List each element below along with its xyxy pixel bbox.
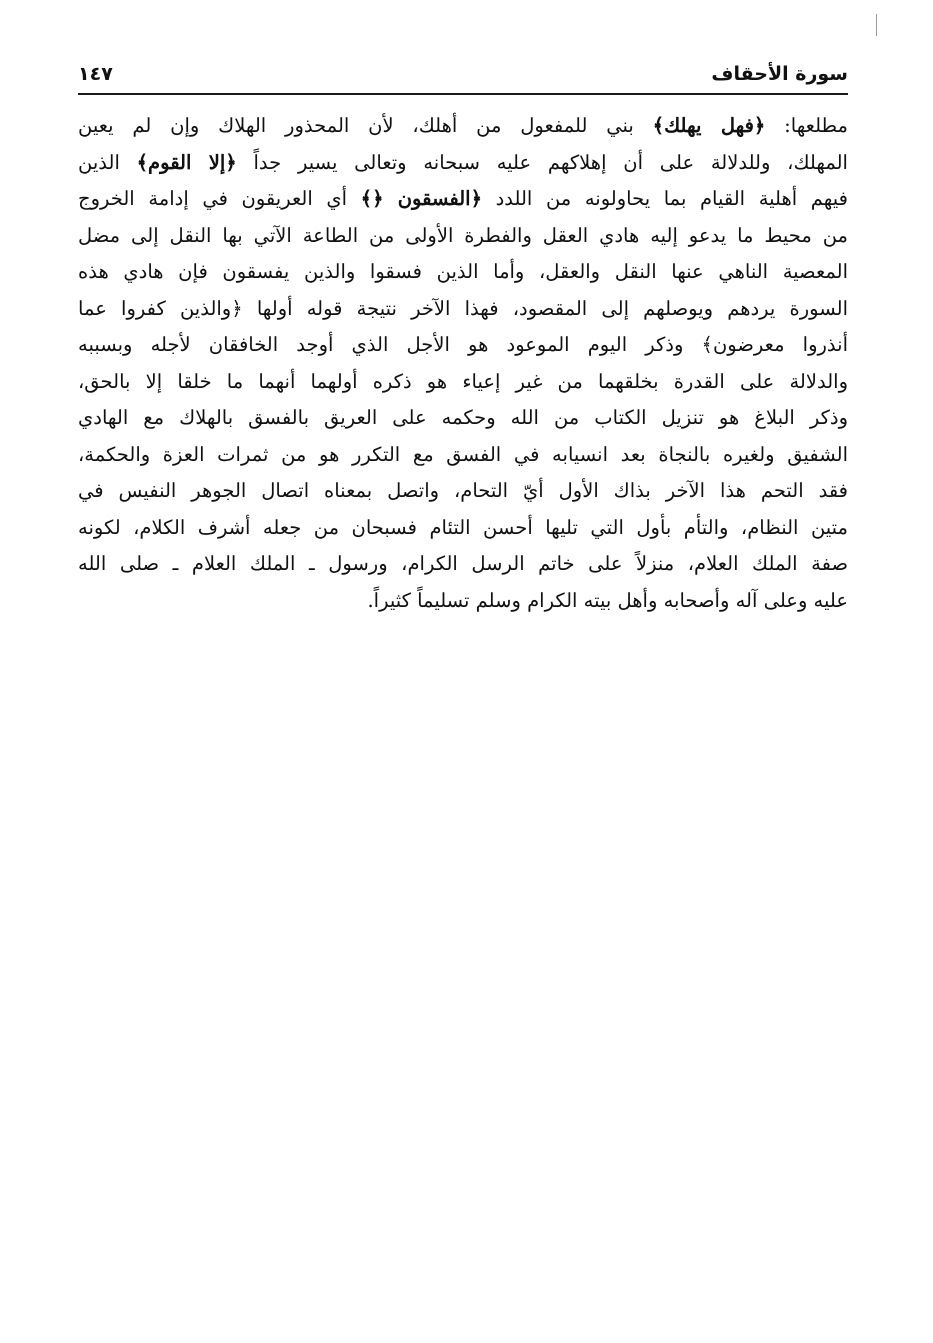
- quran-quote: ﴿الفسقون ﴿﴾: [360, 187, 482, 210]
- text-line: [78, 108, 848, 145]
- text-line: [78, 437, 848, 474]
- text-line: [78, 254, 848, 291]
- text-segment: من محيط ما يدعو إليه هادي العقل والفطرة الأولى من الطاعة الآتي بها النقل إلى مضل: [78, 223, 848, 247]
- surah-title: سورة الأحقاف: [711, 63, 848, 85]
- page-number: ١٤٧: [78, 63, 113, 85]
- text-line: [78, 546, 848, 583]
- text-line: [78, 473, 848, 510]
- text-segment: بني للمفعول من أهلك، لأن المحذور الهلاك وإن لم يعين: [78, 114, 653, 137]
- text-segment: المعصية الناهي عنها النقل والعقل، وأما الذين فسقوا والذين يفسقون فإن هادي هذه: [78, 260, 848, 283]
- text-segment: صفة الملك العلام، منزلاً على خاتم الرسل الكرام، ورسول ـ الملك العلام ـ صلى الله: [78, 552, 848, 575]
- quran-quote: ﴿إلا القوم﴾: [136, 150, 237, 174]
- text-line: [78, 291, 848, 328]
- text-line: [78, 583, 848, 620]
- text-segment: عليه وعلى آله وأصحابه وأهل بيته الكرام وسلم تسليماً كثيراً.: [367, 588, 848, 612]
- text-line: [78, 400, 848, 437]
- text-segment: السورة يردهم ويوصلهم إلى المقصود، فهذا الآخر نتيجة قوله أولها ﴿والذين كفروا عما: [78, 296, 848, 320]
- quran-quote: ﴿فهل يهلك﴾: [652, 114, 766, 137]
- text-segment: أي العريقون في إدامة الخروج: [78, 187, 361, 210]
- text-segment: المهلك، وللدلالة على أن إهلاكهم عليه سبحانه وتعالى يسير جداً: [236, 150, 848, 174]
- text-segment: متين النظام، والتأم بأول التي تليها أحسن التئام فسبحان من جعله أشرف الكلام، لكونه: [78, 515, 848, 539]
- text-line: [78, 327, 848, 364]
- text-segment: والدلالة على القدرة بخلقهما من غير إعياء هو ذكره أولهما أنهما ما خلقا إلا بالحق،: [78, 369, 848, 393]
- text-line: [78, 364, 848, 401]
- text-line: [78, 145, 848, 182]
- text-segment: الشفيق ولغيره بالنجاة بعد انسيابه في الفسق مع التكرر هو من ثمرات العزة والحكمة،: [78, 442, 848, 466]
- text-segment: فيهم أهلية القيام بما يحاولونه من اللدد: [482, 187, 848, 210]
- text-segment: أنذروا معرضون﴾ وذكر اليوم الموعود هو الأجل الذي أوجد الخافقان لأجله وبسببه: [78, 333, 848, 356]
- text-segment: فقد التحم هذا الآخر بذاك الأول أيّ التحام، واتصل بمعناه اتصال الجوهر النفيس في: [78, 479, 848, 502]
- scan-edge-mark: [876, 14, 877, 36]
- body-text: [78, 108, 848, 619]
- text-line: [78, 181, 848, 218]
- header-rule: [78, 93, 848, 95]
- text-segment: الذين: [78, 150, 137, 174]
- running-head: [78, 58, 848, 92]
- text-line: [78, 218, 848, 255]
- text-line: [78, 510, 848, 547]
- text-segment: وذكر البلاغ هو تنزيل الكتاب من الله وحكمه على العريق بالفسق بالهلاك مع الهادي: [78, 406, 848, 429]
- text-segment: مطلعها:: [765, 114, 848, 137]
